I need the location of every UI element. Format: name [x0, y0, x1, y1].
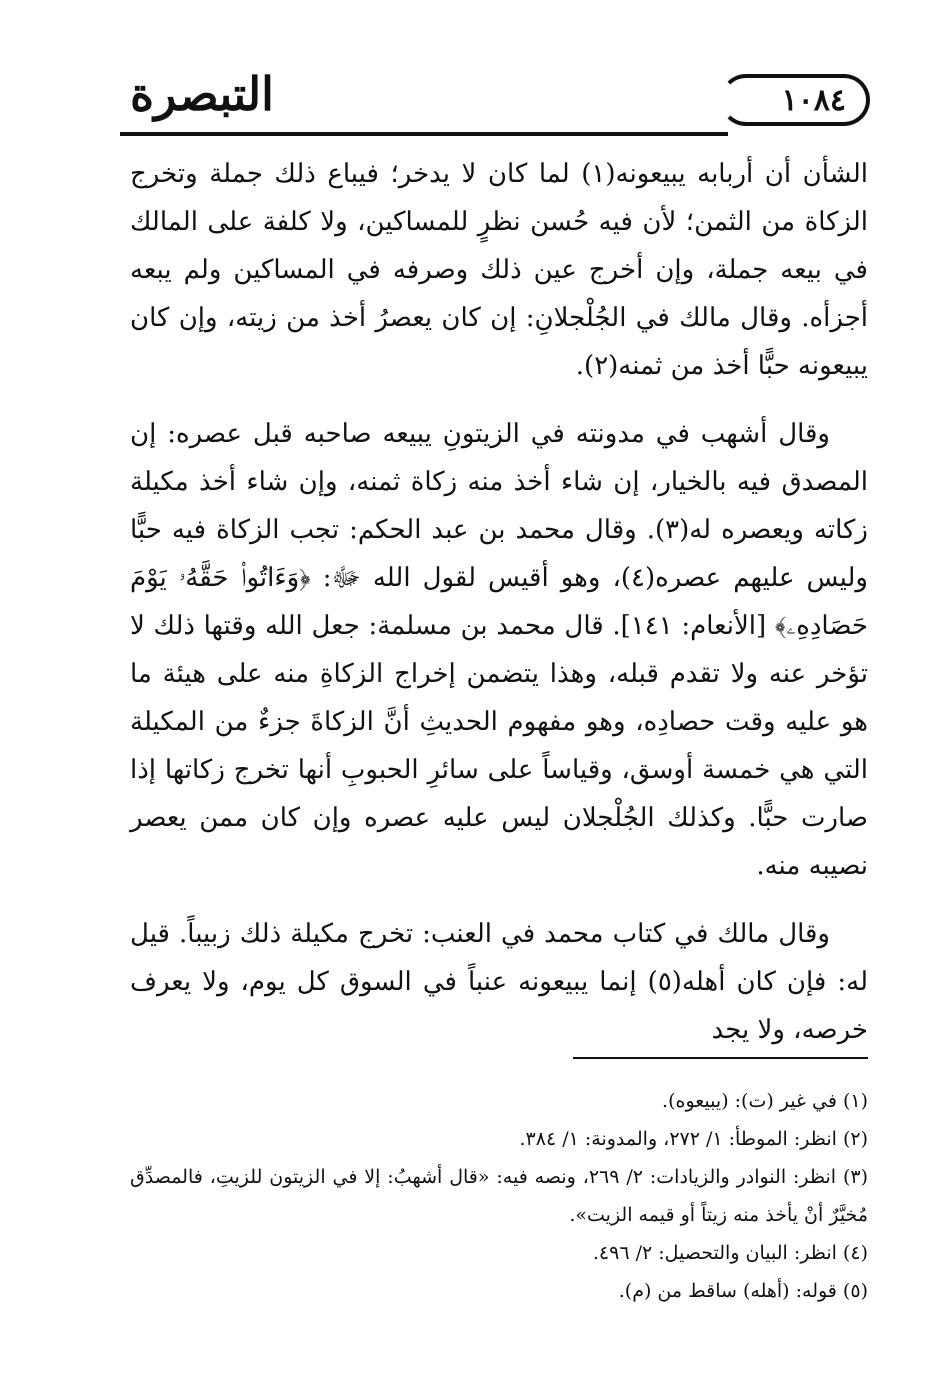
footnote: (٣) انظر: النوادر والزيادات: ٢/ ٢٦٩، ونصه فيه: «قال أشهبُ: إلا في الزيتون للزيتِ، فالمصدِّق مُخيَّرٌ أنْ يأخذ منه زيتاً أو قيمه الزيت».: [130, 1166, 868, 1226]
paragraph: الشأن أن أربابه يبيعونه(١) لما كان لا يدخر؛ فيباع ذلك جملة وتخرج الزكاة من الثمن؛ لأن فيه حُسن نظرٍ للمساكين، ولا كلفة على المالك في بيعه جملة، وإن أخرج عين ذلك وصرفه في المساكين ولم يبعه أجزأه. وقال مالك في الجُلْجلانِ: إن كان يعصرُ أخذ من زيته، وإن كان يبيعونه حبًّا أخذ من ثمنه(٢).: [130, 159, 868, 381]
footnote: (٢) انظر: الموطأ: ١/ ٢٧٢، والمدونة: ١/ ٣٨٤.: [519, 1128, 868, 1150]
page-number-badge: [720, 74, 870, 126]
footnote: (٥) قوله: (أهله) ساقط من (م).: [618, 1280, 868, 1302]
page-number: ١٠٨٤: [781, 82, 846, 118]
paragraph: وقال مالك في كتاب محمد في العنب: تخرج مكيلة ذلك زبيباً. قيل له: فإن كان أهله(٥) إنما يبيعونه عنباً في السوق كل يوم، ولا يعرف خرصه، ولا يجد: [130, 919, 868, 1045]
footnotes: [130, 1082, 868, 1310]
page-header: [120, 62, 878, 142]
book-title: التبصرة: [130, 67, 274, 121]
paragraph: وقال أشهب في مدونته في الزيتونِ يبيعه صاحبه قبل عصره: إن المصدق فيه بالخيار، إن شاء أخذ منه زكاة ثمنه، وإن شاء أخذ مكيلة زكاته ويعصره له(٣). وقال محمد بن عبد الحكم: تجب الزكاة فيه حبًّا وليس عليهم عصره(٤)، وهو أقيس لقول الله ﷻ: ﴿وَءَاتُوا۟ حَقَّهُۥ يَوْمَ حَصَادِهِۦ﴾ [الأنعام: ١٤١]. قال محمد بن مسلمة: جعل الله وقتها ذلك لا تؤخر عنه ولا تقدم قبله، وهذا يتضمن إخراج الزكاةِ منه على هيئة ما هو عليه وقت حصادِه، وهو مفهوم الحديثِ أنَّ الزكاةَ جزءٌ من المكيلة التي هي خمسة أوسق، وقياساً على سائرِ الحبوبِ أنها تخرج زكاتها إذا صارت حبًّا. وكذلك الجُلْجلان ليس عليه عصره وإن كان ممن يعصر نصيبه منه.: [130, 419, 868, 881]
header-rule: [120, 132, 728, 136]
footnote: (٤) انظر: البيان والتحصيل: ٢/ ٤٩٦.: [592, 1242, 868, 1264]
footnote: (١) في غير (ت): (يبيعوه).: [662, 1090, 868, 1112]
main-text: [130, 150, 868, 1074]
footnote-separator: [573, 1057, 868, 1059]
